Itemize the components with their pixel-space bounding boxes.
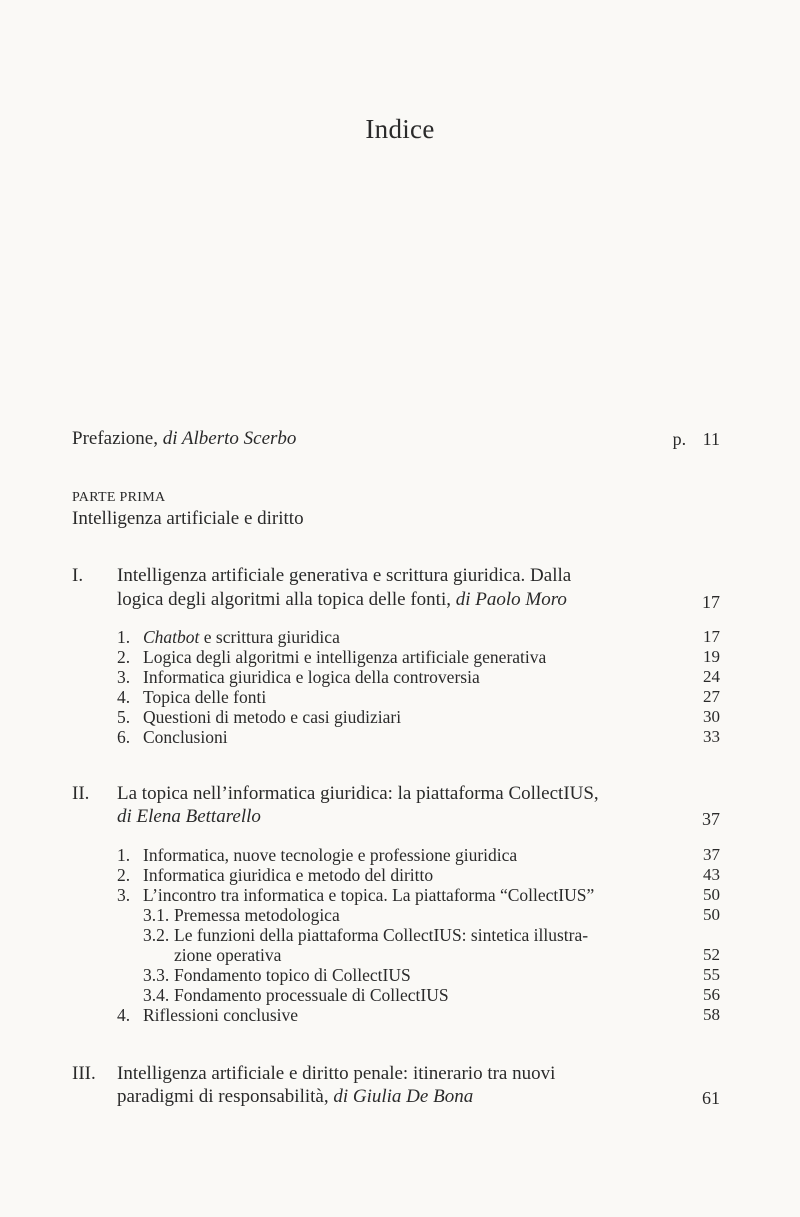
chapter-number: III. xyxy=(72,1063,96,1084)
section-page: 50 xyxy=(703,905,720,924)
section-title: Logica degli algoritmi e intelligenza artificiale generativa xyxy=(143,647,547,667)
chapter-title-line: Intelligenza artificiale e diritto penale: itinerario tra nuovi xyxy=(117,1063,556,1084)
section-number: 4. xyxy=(117,687,131,707)
section-number: 3.1. xyxy=(143,905,170,925)
chapter-number: I. xyxy=(72,565,84,586)
section-title: Conclusioni xyxy=(143,727,228,747)
section-title: Riflessioni conclusive xyxy=(143,1005,299,1025)
section-title-text: e scrittura giuridica xyxy=(199,627,340,647)
section-page: 58 xyxy=(703,1005,720,1024)
chapter-title-text: logica degli algoritmi alla topica delle fonti, xyxy=(117,589,451,610)
section-number: 1. xyxy=(117,627,131,647)
section-title-italic: Chatbot xyxy=(143,627,200,647)
section-number: 2. xyxy=(117,647,131,667)
chapter-title-line: Intelligenza artificiale generativa e scrittura giuridica. Dalla xyxy=(117,565,572,586)
section-title: Informatica, nuove tecnologie e professione giuridica xyxy=(143,845,518,865)
section-title: Questioni di metodo e casi giudiziari xyxy=(143,707,402,727)
section-number: 3.3. xyxy=(143,965,170,985)
section-number: 6. xyxy=(117,727,131,747)
chapter-page: 37 xyxy=(702,809,720,829)
section-page: 50 xyxy=(703,885,720,904)
section-page: 17 xyxy=(703,627,720,646)
chapter-title-text: paradigmi di responsabilità, xyxy=(117,1086,329,1107)
section-number: 3. xyxy=(117,667,131,687)
section-title: Informatica giuridica e metodo del diritto xyxy=(143,865,434,885)
section-number: 5. xyxy=(117,707,131,727)
section-title: Premessa metodologica xyxy=(174,905,340,925)
page-prefix: p. xyxy=(672,429,687,449)
chapter-title-line: La topica nell’informatica giuridica: la piattaforma CollectIUS, xyxy=(117,783,599,804)
section-page: 19 xyxy=(703,647,720,666)
preface-label: Prefazione, xyxy=(72,428,158,449)
section-page: 56 xyxy=(703,985,720,1004)
section-title: Le funzioni della piattaforma CollectIUS: sintetica illustra- xyxy=(174,925,589,945)
section-title-continuation: zione operativa xyxy=(174,945,282,965)
section-title: Topica delle fonti xyxy=(143,687,267,707)
chapter-author: di Paolo Moro xyxy=(455,589,567,610)
section-title: Informatica giuridica e logica della controversia xyxy=(143,667,480,687)
section-title: Fondamento topico di CollectIUS xyxy=(174,965,411,985)
preface-page xyxy=(673,428,720,450)
chapter-page: 17 xyxy=(702,592,720,612)
section-number: 2. xyxy=(117,865,131,885)
section-number: 3. xyxy=(117,885,131,905)
part-title: Intelligenza artificiale e diritto xyxy=(72,508,304,529)
chapter-title-line xyxy=(117,589,567,611)
chapter-page: 61 xyxy=(702,1088,720,1108)
page-title: Indice xyxy=(365,114,435,144)
section-page: 33 xyxy=(703,727,720,746)
section-page: 30 xyxy=(703,707,720,726)
section-title: L’incontro tra informatica e topica. La piattaforma “CollectIUS” xyxy=(143,885,595,905)
part-label: PARTE PRIMA xyxy=(72,490,166,505)
section-number: 1. xyxy=(117,845,131,865)
section-page: 27 xyxy=(703,687,720,706)
preface-entry xyxy=(72,428,296,450)
preface-page-number: 11 xyxy=(702,429,720,449)
chapter-author: di Elena Bettarello xyxy=(117,806,261,827)
preface-author: di Alberto Scerbo xyxy=(162,428,297,449)
chapter-title-line xyxy=(117,1086,473,1108)
section-page: 24 xyxy=(703,667,720,686)
section-page: 55 xyxy=(703,965,720,984)
section-title: Fondamento processuale di CollectIUS xyxy=(174,985,449,1005)
section-number: 3.2. xyxy=(143,925,170,945)
section-number: 4. xyxy=(117,1005,131,1025)
section-page: 43 xyxy=(703,865,720,884)
section-page: 52 xyxy=(703,945,720,964)
chapter-number: II. xyxy=(72,783,90,804)
chapter-author: di Giulia De Bona xyxy=(333,1086,474,1107)
section-number: 3.4. xyxy=(143,985,170,1005)
section-title xyxy=(143,627,340,647)
section-page: 37 xyxy=(703,845,720,864)
